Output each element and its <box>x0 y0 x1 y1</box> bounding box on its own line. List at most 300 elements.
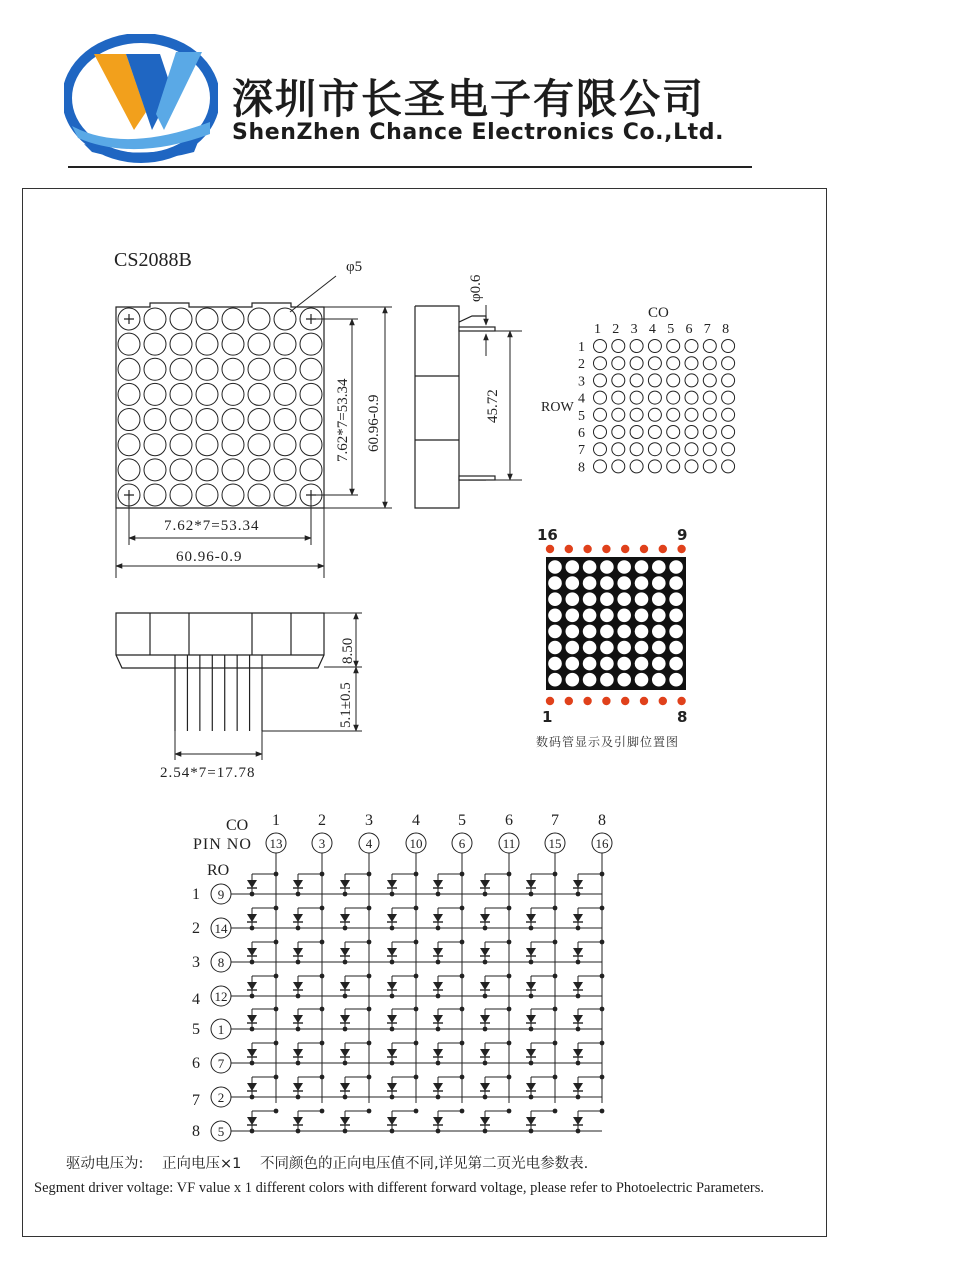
led-diode <box>247 974 278 999</box>
column-pin-number: 15 <box>548 836 562 851</box>
grid-row-number: 8 <box>578 460 585 476</box>
diode-triangle <box>387 880 397 888</box>
pin-dot <box>565 697 573 705</box>
junction-dot <box>390 1095 395 1100</box>
junction-dot <box>600 974 605 979</box>
schematic-row-number: 4 <box>192 991 200 1008</box>
module-led <box>548 592 562 606</box>
front-hole <box>300 383 322 405</box>
pin-dot <box>677 697 685 705</box>
front-hole <box>300 459 322 481</box>
width-total-label: 60.96-0.9 <box>176 549 243 565</box>
junction-dot <box>436 926 441 931</box>
grid-row-number: 5 <box>578 408 585 424</box>
module-led <box>548 625 562 639</box>
junction-dot <box>553 1075 558 1080</box>
led-diode <box>526 974 557 999</box>
junction-dot <box>414 974 419 979</box>
junction-dot <box>576 1027 581 1032</box>
pin-dot <box>621 697 629 705</box>
front-hole <box>222 484 244 506</box>
diode-triangle <box>573 880 583 888</box>
junction-dot <box>296 1027 301 1032</box>
front-hole <box>170 459 192 481</box>
pin-dot <box>602 545 610 553</box>
diode-triangle <box>340 948 350 956</box>
front-hole <box>196 434 218 456</box>
front-hole <box>144 434 166 456</box>
junction-dot <box>600 1007 605 1012</box>
pin-dot <box>602 697 610 705</box>
junction-dot <box>390 1061 395 1066</box>
grid-position <box>648 426 661 439</box>
junction-dot <box>436 892 441 897</box>
pitch-vertical-label: 7.62*7=53.34 <box>335 378 351 462</box>
grid-position <box>667 426 680 439</box>
module-led <box>669 657 683 671</box>
front-hole <box>222 434 244 456</box>
led-diode <box>480 1007 511 1032</box>
led-diode <box>573 940 604 965</box>
diode-triangle <box>433 880 443 888</box>
front-hole <box>170 484 192 506</box>
led-diode <box>340 906 371 931</box>
junction-dot <box>436 1095 441 1100</box>
front-hole <box>144 484 166 506</box>
grid-position <box>667 340 680 353</box>
junction-dot <box>414 1075 419 1080</box>
module-led <box>669 592 683 606</box>
diode-triangle <box>293 948 303 956</box>
junction-dot <box>367 1007 372 1012</box>
diode-triangle <box>293 1049 303 1057</box>
pin-dot <box>621 545 629 553</box>
diode-triangle <box>293 1015 303 1023</box>
module-led <box>635 560 649 574</box>
front-hole <box>144 358 166 380</box>
company-name-en: ShenZhen Chance Electronics Co.,Ltd. <box>232 120 725 145</box>
junction-dot <box>576 994 581 999</box>
led-diode <box>480 974 511 999</box>
diode-triangle <box>526 1015 536 1023</box>
module-led <box>652 609 666 623</box>
pin-span-label: 45.72 <box>485 389 501 423</box>
junction-dot <box>343 926 348 931</box>
front-hole <box>144 308 166 330</box>
diode-triangle <box>247 1015 257 1023</box>
junction-dot <box>414 906 419 911</box>
led-diode <box>480 906 511 931</box>
module-led <box>617 657 631 671</box>
diode-triangle <box>433 1117 443 1125</box>
diode-triangle <box>340 880 350 888</box>
junction-dot <box>274 1109 279 1114</box>
front-hole <box>248 409 270 431</box>
junction-dot <box>529 892 534 897</box>
schematic-column-number: 5 <box>458 812 466 829</box>
diode-triangle <box>573 1049 583 1057</box>
junction-dot <box>320 1109 325 1114</box>
diode-triangle <box>480 1117 490 1125</box>
junction-dot <box>250 1129 255 1134</box>
pitch-horizontal-label: 7.62*7=53.34 <box>164 518 260 534</box>
junction-dot <box>367 906 372 911</box>
led-diode <box>340 1007 371 1032</box>
diode-triangle <box>526 982 536 990</box>
junction-dot <box>483 1095 488 1100</box>
grid-position <box>722 443 735 456</box>
grid-position <box>703 408 716 421</box>
led-diode <box>433 974 464 999</box>
led-diode <box>433 1075 464 1100</box>
junction-dot <box>274 940 279 945</box>
front-hole <box>222 333 244 355</box>
grid-position <box>612 460 625 473</box>
junction-dot <box>600 1041 605 1046</box>
front-hole <box>274 434 296 456</box>
grid-position <box>594 443 607 456</box>
junction-dot <box>343 1095 348 1100</box>
led-diode <box>387 1007 418 1032</box>
schematic-row-number: 8 <box>192 1123 200 1140</box>
module-led <box>566 560 580 574</box>
diode-triangle <box>340 1015 350 1023</box>
front-hole <box>274 383 296 405</box>
grid-position <box>685 443 698 456</box>
schematic-column-number: 6 <box>505 812 513 829</box>
model-label: CS2088B <box>114 249 192 271</box>
grid-position <box>612 443 625 456</box>
module-led <box>669 625 683 639</box>
junction-dot <box>483 1129 488 1134</box>
column-pin-number: 3 <box>318 836 326 851</box>
module-led <box>583 592 597 606</box>
junction-dot <box>507 940 512 945</box>
junction-dot <box>529 926 534 931</box>
front-hole <box>274 459 296 481</box>
module-led <box>669 560 683 574</box>
front-hole <box>274 333 296 355</box>
junction-dot <box>460 1041 465 1046</box>
led-diode <box>387 1075 418 1100</box>
module-led <box>548 657 562 671</box>
grid-position <box>630 391 643 404</box>
led-diode <box>340 940 371 965</box>
column-pin-number: 6 <box>458 836 466 851</box>
led-diode <box>340 1109 371 1134</box>
junction-dot <box>600 906 605 911</box>
diode-triangle <box>433 1083 443 1091</box>
module-led <box>583 625 597 639</box>
module-led <box>583 641 597 655</box>
module-led <box>566 657 580 671</box>
schematic-column-number: 1 <box>272 812 280 829</box>
junction-dot <box>553 1041 558 1046</box>
grid-row-number: 1 <box>578 340 585 355</box>
module-led <box>583 560 597 574</box>
module-led <box>652 560 666 574</box>
grid-position <box>667 408 680 421</box>
module-led <box>669 673 683 687</box>
diode-triangle <box>247 880 257 888</box>
front-hole <box>144 409 166 431</box>
front-hole <box>118 409 140 431</box>
junction-dot <box>250 1061 255 1066</box>
grid-position <box>648 357 661 370</box>
front-hole <box>248 434 270 456</box>
junction-dot <box>529 1027 534 1032</box>
junction-dot <box>529 960 534 965</box>
schematic-column-number: 7 <box>551 812 559 829</box>
grid-position <box>722 408 735 421</box>
module-led <box>548 641 562 655</box>
front-hole <box>248 308 270 330</box>
grid-row-number: 2 <box>578 357 585 373</box>
grid-position <box>612 426 625 439</box>
grid-column-number: 4 <box>648 322 656 337</box>
grid-position <box>685 374 698 387</box>
grid-position <box>594 340 607 353</box>
grid-position <box>594 460 607 473</box>
pin-view-caption: 数码管显示及引脚位置图 <box>536 735 680 749</box>
pin-dot <box>659 545 667 553</box>
grid-position <box>648 460 661 473</box>
diode-triangle <box>433 914 443 922</box>
height-total-label: 60.96-0.9 <box>366 394 382 452</box>
grid-position <box>667 443 680 456</box>
led-diode <box>573 974 604 999</box>
diode-triangle <box>573 914 583 922</box>
junction-dot <box>296 892 301 897</box>
company-name-cn: 深圳市长圣电子有限公司 <box>232 75 705 123</box>
grid-position <box>630 340 643 353</box>
module-led <box>600 576 614 590</box>
diode-triangle <box>340 1083 350 1091</box>
module-led <box>583 657 597 671</box>
led-diode <box>387 906 418 931</box>
row-pin-number: 14 <box>214 921 228 936</box>
diode-triangle <box>433 1049 443 1057</box>
row-pin-number: 5 <box>217 1124 225 1139</box>
module-led <box>566 576 580 590</box>
module-led <box>617 673 631 687</box>
schematic-pin-no-label: PIN NO <box>193 836 252 853</box>
grid-position <box>612 374 625 387</box>
grid-row-label: ROW <box>541 400 574 415</box>
diode-triangle <box>480 1049 490 1057</box>
module-led <box>669 641 683 655</box>
diode-triangle <box>480 948 490 956</box>
module-led <box>583 609 597 623</box>
junction-dot <box>367 1041 372 1046</box>
grid-position <box>648 408 661 421</box>
grid-row-labels <box>578 340 585 475</box>
module-led <box>635 641 649 655</box>
schematic-row-number: 7 <box>192 1092 200 1109</box>
led-diode <box>573 1109 604 1134</box>
junction-dot <box>367 872 372 877</box>
diode-triangle <box>340 982 350 990</box>
grid-position <box>685 340 698 353</box>
junction-dot <box>529 1095 534 1100</box>
pin-dot <box>583 545 591 553</box>
led-diode <box>247 1041 278 1066</box>
front-hole <box>196 484 218 506</box>
grid-position <box>722 426 735 439</box>
diode-triangle <box>573 948 583 956</box>
junction-dot <box>320 1041 325 1046</box>
module-led <box>669 609 683 623</box>
grid-column-number: 7 <box>703 322 711 337</box>
grid-position <box>648 340 661 353</box>
front-hole <box>248 459 270 481</box>
diode-triangle <box>247 1117 257 1125</box>
front-hole <box>170 333 192 355</box>
module-led <box>635 657 649 671</box>
led-diode <box>433 1041 464 1066</box>
grid-position <box>612 340 625 353</box>
led-diode <box>247 1109 278 1134</box>
junction-dot <box>529 1129 534 1134</box>
junction-dot <box>507 974 512 979</box>
junction-dot <box>390 892 395 897</box>
junction-dot <box>250 1027 255 1032</box>
grid-position <box>667 460 680 473</box>
front-hole <box>248 358 270 380</box>
module-led <box>600 641 614 655</box>
grid-column-number: 2 <box>612 322 620 337</box>
pin-length-label: 5.1±0.5 <box>338 682 354 728</box>
led-diode <box>293 1007 324 1032</box>
junction-dot <box>343 1061 348 1066</box>
diode-triangle <box>480 880 490 888</box>
row-pin-number: 2 <box>217 1090 225 1105</box>
diode-triangle <box>526 1117 536 1125</box>
led-diode <box>293 974 324 999</box>
diode-triangle <box>293 914 303 922</box>
junction-dot <box>343 1027 348 1032</box>
junction-dot <box>507 906 512 911</box>
module-body <box>546 557 686 690</box>
junction-dot <box>414 1109 419 1114</box>
grid-position <box>594 357 607 370</box>
module-led <box>635 592 649 606</box>
junction-dot <box>460 940 465 945</box>
junction-dot <box>460 906 465 911</box>
module-led <box>617 576 631 590</box>
grid-position <box>703 426 716 439</box>
diode-triangle <box>480 1083 490 1091</box>
front-hole <box>170 308 192 330</box>
grid-position <box>667 391 680 404</box>
junction-dot <box>576 1129 581 1134</box>
junction-dot <box>274 872 279 877</box>
diode-triangle <box>340 1117 350 1125</box>
schematic-row-number: 5 <box>192 1021 200 1038</box>
driver-note-cn-1: 驱动电压为: <box>66 1156 144 1172</box>
pin-dot <box>546 697 554 705</box>
led-diode <box>526 872 557 897</box>
pin-label-8: 8 <box>677 708 688 726</box>
module-led <box>652 625 666 639</box>
grid-row-number: 7 <box>578 443 585 459</box>
junction-dot <box>390 1027 395 1032</box>
front-hole <box>196 459 218 481</box>
module-led <box>617 625 631 639</box>
column-pin-number: 16 <box>595 836 609 851</box>
front-hole <box>300 434 322 456</box>
junction-dot <box>576 1061 581 1066</box>
front-hole <box>248 484 270 506</box>
module-led <box>652 592 666 606</box>
front-hole <box>196 308 218 330</box>
junction-dot <box>274 1007 279 1012</box>
grid-position <box>594 426 607 439</box>
led-diode <box>480 872 511 897</box>
front-hole <box>170 409 192 431</box>
grid-row-number: 6 <box>578 426 585 441</box>
junction-dot <box>250 960 255 965</box>
front-hole <box>118 434 140 456</box>
module-led <box>566 673 580 687</box>
pin-label-1: 1 <box>542 708 553 726</box>
diode-triangle <box>526 948 536 956</box>
pin-dot <box>640 545 648 553</box>
grid-row-number: 4 <box>578 391 585 407</box>
front-hole <box>196 409 218 431</box>
front-hole <box>144 459 166 481</box>
junction-dot <box>390 926 395 931</box>
diode-triangle <box>247 982 257 990</box>
pin-dot <box>546 545 554 553</box>
junction-dot <box>529 994 534 999</box>
grid-column-number: 8 <box>722 322 730 337</box>
junction-dot <box>553 872 558 877</box>
diode-triangle <box>387 914 397 922</box>
module-led <box>566 609 580 623</box>
module-led <box>566 592 580 606</box>
junction-dot <box>553 906 558 911</box>
junction-dot <box>576 1095 581 1100</box>
driver-note-cn-2: 正向电压×1 <box>162 1156 242 1172</box>
grid-row-number: 3 <box>578 374 585 390</box>
led-diode <box>573 1041 604 1066</box>
led-diode <box>293 872 324 897</box>
schematic-row-number: 2 <box>192 920 200 937</box>
diode-triangle <box>340 1049 350 1057</box>
junction-dot <box>296 960 301 965</box>
front-hole <box>118 333 140 355</box>
junction-dot <box>296 926 301 931</box>
module-led <box>652 657 666 671</box>
led-diode <box>247 1075 278 1100</box>
junction-dot <box>460 974 465 979</box>
grid-position <box>703 374 716 387</box>
junction-dot <box>274 906 279 911</box>
junction-dot <box>483 892 488 897</box>
junction-dot <box>250 926 255 931</box>
schematic-column-number: 8 <box>598 812 606 829</box>
junction-dot <box>414 1041 419 1046</box>
diode-triangle <box>433 948 443 956</box>
bottom-view <box>116 613 362 760</box>
module-led <box>548 576 562 590</box>
front-hole <box>222 459 244 481</box>
junction-dot <box>343 994 348 999</box>
junction-dot <box>274 1075 279 1080</box>
module-led <box>617 609 631 623</box>
front-hole <box>248 383 270 405</box>
